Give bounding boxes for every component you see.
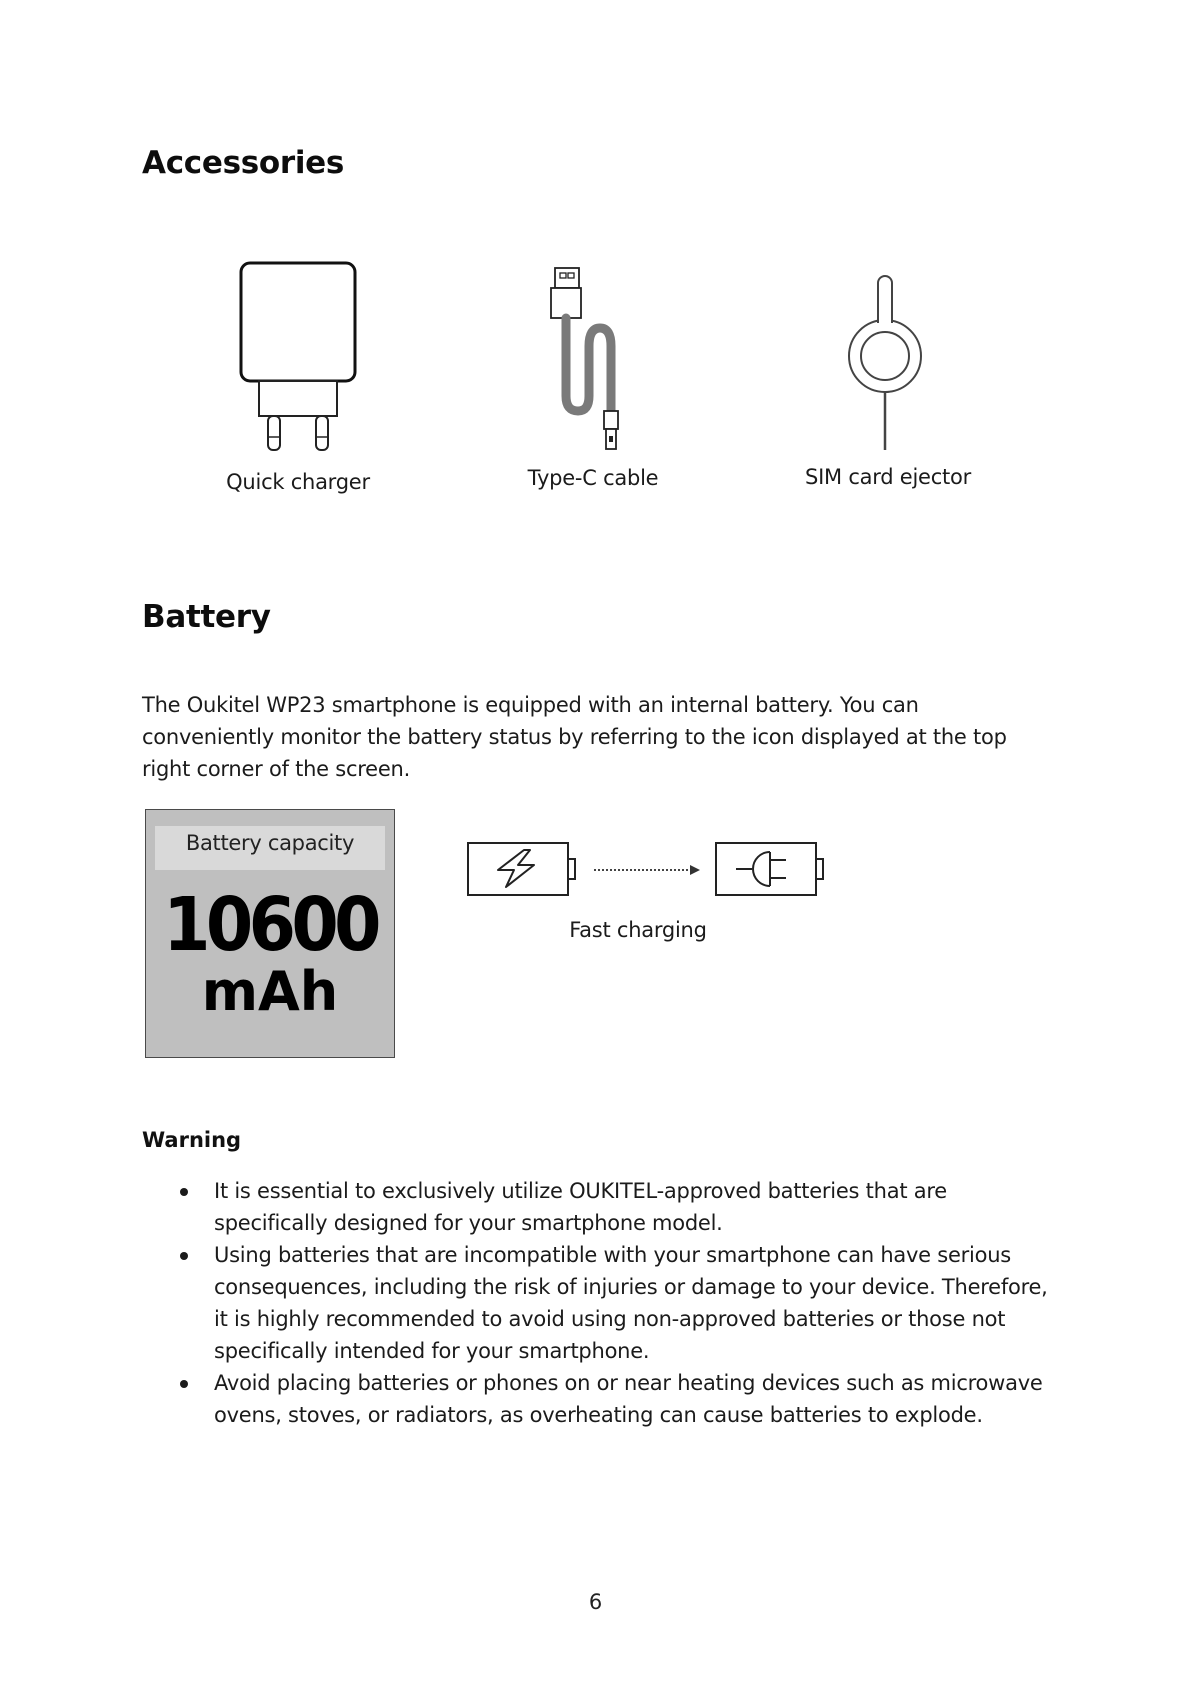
battery-heading: Battery (142, 599, 271, 635)
battery-capacity-box (145, 809, 395, 1058)
accessory-label-charger: Quick charger (226, 470, 370, 494)
list-item: Avoid placing batteries or phones on or near heating devices such as microwave ovens, stoves, or radiators, as overheating can cause batteries to explode. (180, 1367, 1060, 1431)
battery-capacity-label: Battery capacity (155, 826, 385, 870)
battery-capacity-value: 10600 (163, 882, 377, 968)
accessories-heading: Accessories (142, 145, 345, 181)
battery-lightning-icon (466, 840, 578, 898)
bullet-icon (180, 1380, 188, 1388)
charger-icon (236, 260, 364, 460)
accessory-label-cable: Type-C cable (527, 466, 659, 490)
accessory-label-ejector: SIM card ejector (805, 465, 971, 489)
list-item: It is essential to exclusively utilize OUKITEL-approved batteries that are specifically designed for your smartphone model. (180, 1175, 1060, 1239)
dotted-arrow-icon (592, 862, 702, 878)
bullet-icon (180, 1188, 188, 1196)
fast-charging-caption: Fast charging (569, 918, 707, 942)
usb-cable-icon (545, 266, 625, 456)
battery-capacity-unit: mAh (201, 960, 339, 1023)
page-number: 6 (588, 1590, 603, 1614)
battery-intro: The Oukitel WP23 smartphone is equipped with an internal battery. You can conveniently monitor the battery status by referring to the icon displayed at the top right corner of the screen. (142, 693, 1007, 781)
list-item: Using batteries that are incompatible with your smartphone can have serious consequences, including the risk of injuries or damage to your device. Therefore, it is highly recommended to avoid using non-approved batteries or those not specifically intended for your smartphone. (180, 1239, 1060, 1367)
warning-list (180, 1175, 1060, 1431)
battery-plug-icon (714, 840, 826, 898)
sim-ejector-icon (845, 274, 925, 454)
bullet-icon (180, 1252, 188, 1260)
warning-heading: Warning (142, 1128, 242, 1152)
